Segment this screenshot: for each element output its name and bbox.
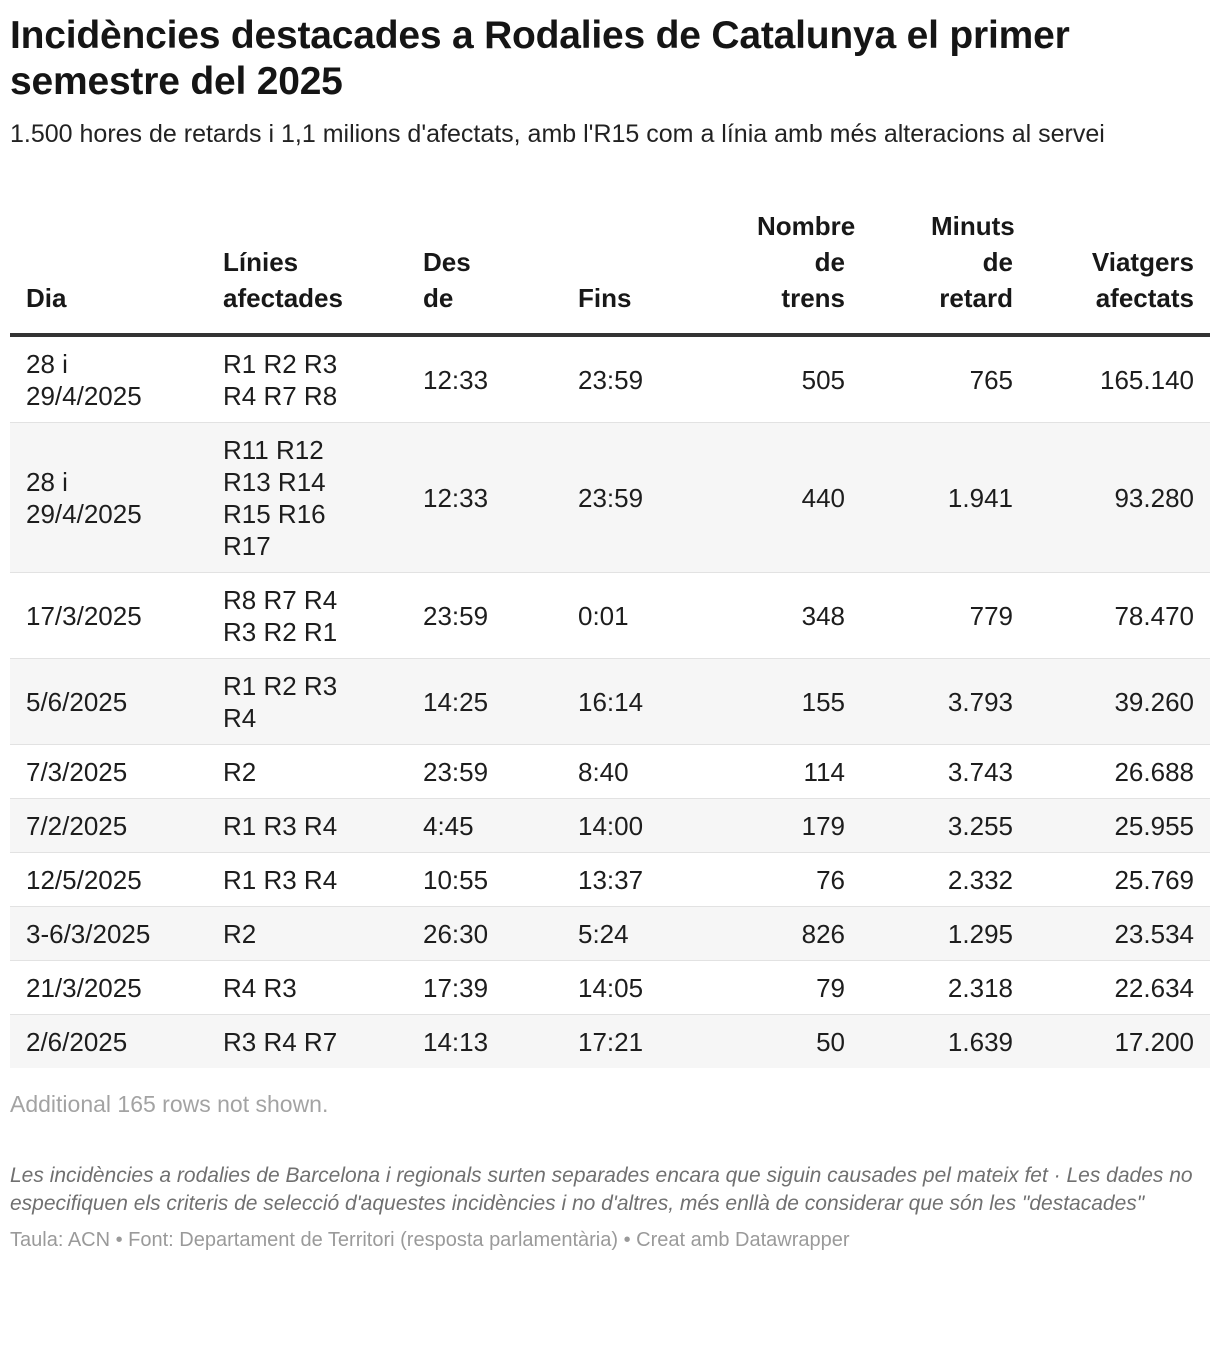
column-header-viatgers: Viatgers afectats: [1029, 208, 1210, 335]
cell-minuts: 2.318: [861, 961, 1029, 1015]
cell-trens: 348: [717, 573, 861, 659]
cell-des_de: 10:55: [407, 853, 562, 907]
cell-dia: 3-6/3/2025: [10, 907, 207, 961]
cell-linies: R4 R3: [207, 961, 407, 1015]
cell-des_de: 4:45: [407, 799, 562, 853]
cell-trens: 440: [717, 423, 861, 573]
cell-linies: R2: [207, 745, 407, 799]
cell-trens: 50: [717, 1015, 861, 1069]
cell-dia: 28 i 29/4/2025: [10, 335, 207, 423]
cell-viatgers: 25.955: [1029, 799, 1210, 853]
chart-footer: Taula: ACN • Font: Departament de Territori (resposta parlamentària) • Creat amb Datawrapper: [10, 1229, 850, 1251]
cell-linies: R1 R3 R4: [207, 799, 407, 853]
table-row: [10, 573, 1210, 659]
cell-viatgers: 17.200: [1029, 1015, 1210, 1069]
cell-viatgers: 22.634: [1029, 961, 1210, 1015]
column-header-linies: Línies afectades: [207, 208, 407, 335]
cell-dia: 7/2/2025: [10, 799, 207, 853]
cell-linies: R11 R12 R13 R14 R15 R16 R17: [207, 423, 407, 573]
table-row: [10, 853, 1210, 907]
cell-dia: 2/6/2025: [10, 1015, 207, 1069]
cell-linies: R1 R3 R4: [207, 853, 407, 907]
cell-des_de: 14:25: [407, 659, 562, 745]
cell-des_de: 23:59: [407, 745, 562, 799]
cell-fins: 5:24: [562, 907, 717, 961]
cell-linies: R3 R4 R7: [207, 1015, 407, 1069]
more-rows-note: Additional 165 rows not shown.: [10, 1091, 329, 1117]
cell-trens: 155: [717, 659, 861, 745]
table-row: [10, 1015, 1210, 1069]
column-header-des_de: Des de: [407, 208, 562, 335]
cell-minuts: 3.255: [861, 799, 1029, 853]
cell-viatgers: 78.470: [1029, 573, 1210, 659]
cell-trens: 114: [717, 745, 861, 799]
cell-fins: 14:00: [562, 799, 717, 853]
cell-des_de: 12:33: [407, 423, 562, 573]
table-row: [10, 335, 1210, 423]
table-row: [10, 907, 1210, 961]
cell-viatgers: 25.769: [1029, 853, 1210, 907]
cell-dia: 7/3/2025: [10, 745, 207, 799]
table-row: [10, 799, 1210, 853]
cell-fins: 13:37: [562, 853, 717, 907]
column-header-dia: Dia: [10, 208, 207, 335]
chart-container: [10, 0, 1210, 1253]
cell-minuts: 1.639: [861, 1015, 1029, 1069]
cell-minuts: 779: [861, 573, 1029, 659]
cell-viatgers: 23.534: [1029, 907, 1210, 961]
cell-dia: 28 i 29/4/2025: [10, 423, 207, 573]
cell-fins: 14:05: [562, 961, 717, 1015]
table-row: [10, 745, 1210, 799]
cell-fins: 23:59: [562, 423, 717, 573]
cell-linies: R2: [207, 907, 407, 961]
cell-viatgers: 26.688: [1029, 745, 1210, 799]
cell-des_de: 17:39: [407, 961, 562, 1015]
cell-minuts: 1.295: [861, 907, 1029, 961]
cell-fins: 23:59: [562, 335, 717, 423]
data-table: [10, 208, 1210, 1068]
chart-subtitle: 1.500 hores de retards i 1,1 milions d'afectats, amb l'R15 com a línia amb més alteracions al servei: [10, 120, 1105, 148]
column-header-minuts: Minuts de retard: [861, 208, 1029, 335]
chart-notes: Les incidències a rodalies de Barcelona i regionals surten separades encara que siguin causades pel mateix fet · Les dades no especifiquen els criteris de selecció d'aquestes incidències i no d'altres, més enllà de considerar que són les "destacades": [10, 1164, 1193, 1215]
cell-minuts: 2.332: [861, 853, 1029, 907]
cell-dia: 12/5/2025: [10, 853, 207, 907]
cell-minuts: 3.743: [861, 745, 1029, 799]
cell-trens: 76: [717, 853, 861, 907]
cell-trens: 505: [717, 335, 861, 423]
cell-dia: 5/6/2025: [10, 659, 207, 745]
cell-des_de: 14:13: [407, 1015, 562, 1069]
cell-viatgers: 39.260: [1029, 659, 1210, 745]
table-header-row: [10, 208, 1210, 335]
cell-linies: R1 R2 R3 R4 R7 R8: [207, 335, 407, 423]
cell-des_de: 26:30: [407, 907, 562, 961]
cell-fins: 16:14: [562, 659, 717, 745]
cell-fins: 17:21: [562, 1015, 717, 1069]
cell-minuts: 1.941: [861, 423, 1029, 573]
cell-fins: 8:40: [562, 745, 717, 799]
cell-trens: 179: [717, 799, 861, 853]
cell-minuts: 3.793: [861, 659, 1029, 745]
cell-fins: 0:01: [562, 573, 717, 659]
cell-dia: 17/3/2025: [10, 573, 207, 659]
cell-viatgers: 93.280: [1029, 423, 1210, 573]
table-row: [10, 659, 1210, 745]
cell-des_de: 23:59: [407, 573, 562, 659]
cell-linies: R8 R7 R4 R3 R2 R1: [207, 573, 407, 659]
table-row: [10, 961, 1210, 1015]
cell-des_de: 12:33: [407, 335, 562, 423]
column-header-fins: Fins: [562, 208, 717, 335]
cell-dia: 21/3/2025: [10, 961, 207, 1015]
cell-linies: R1 R2 R3 R4: [207, 659, 407, 745]
column-header-trens: Nombre de trens: [717, 208, 861, 335]
cell-trens: 826: [717, 907, 861, 961]
cell-minuts: 765: [861, 335, 1029, 423]
table-row: [10, 423, 1210, 573]
cell-viatgers: 165.140: [1029, 335, 1210, 423]
cell-trens: 79: [717, 961, 861, 1015]
chart-title: Incidències destacades a Rodalies de Catalunya el primer semestre del 2025: [10, 14, 1070, 103]
table-body: [10, 335, 1210, 1068]
